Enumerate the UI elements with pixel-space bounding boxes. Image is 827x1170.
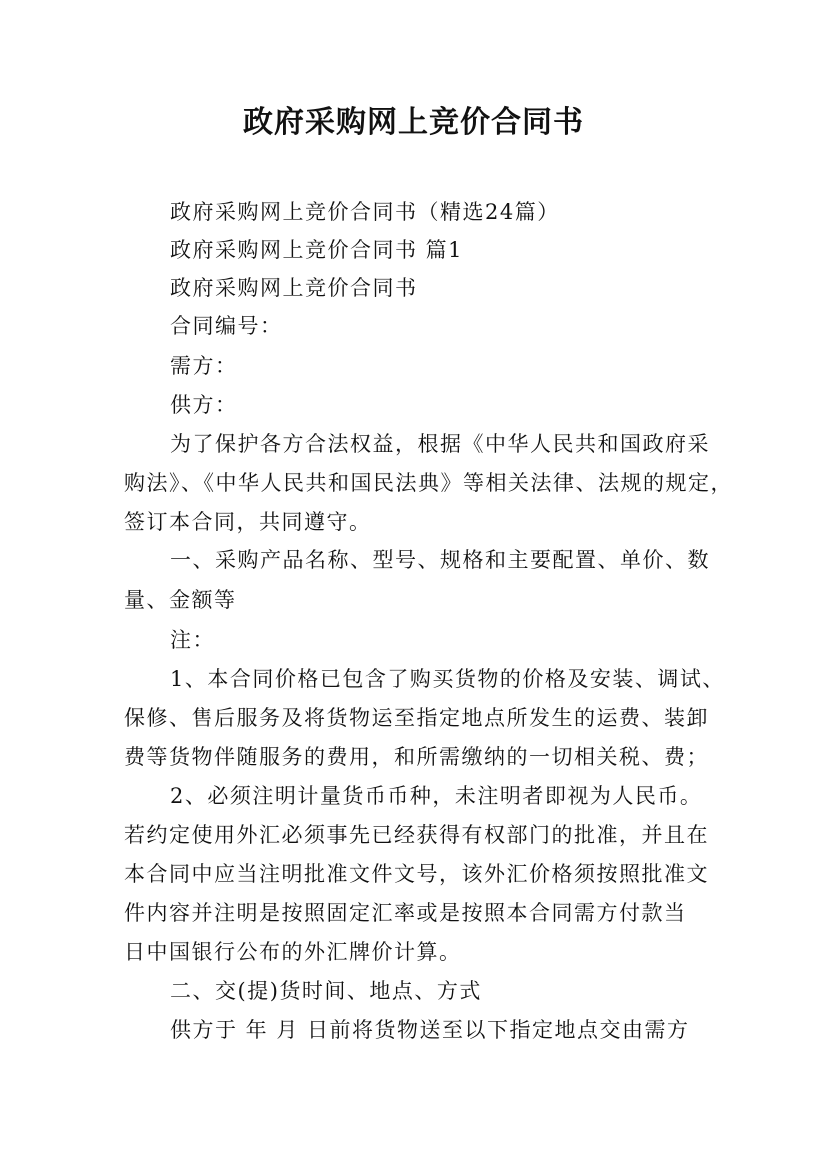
document-title: 政府采购网上竞价合同书 <box>243 105 584 140</box>
subtitle-line: 政府采购网上竞价合同书（精选24篇） <box>170 200 560 224</box>
clause-line: 一、采购产品名称、型号、规格和主要配置、单价、数 <box>170 548 710 572</box>
contract-number-line: 合同编号： <box>170 314 283 338</box>
supplier-line: 供方： <box>170 393 238 417</box>
paragraph-line: 签订本合同，共同遵守。 <box>124 510 372 534</box>
note-line: 2、必须注明计量货币币种，未注明者即视为人民币。 <box>170 784 703 808</box>
note-line: 1、本合同价格已包含了购买货物的价格及安装、调试、 <box>170 667 725 691</box>
note-label-line: 注： <box>170 628 215 652</box>
note-line: 若约定使用外汇必须事先已经获得有权部门的批准，并且在 <box>124 823 709 847</box>
note-line: 日中国银行公布的外汇牌价计算。 <box>124 940 462 964</box>
note-line: 费等货物伴随服务的费用，和所需缴纳的一切相关税、费； <box>124 745 709 769</box>
note-line: 本合同中应当注明批准文件文号，该外汇价格须按照批准文 <box>124 862 709 886</box>
note-line: 件内容并注明是按照固定汇率或是按照本合同需方付款当 <box>124 901 687 925</box>
buyer-line: 需方： <box>170 354 238 378</box>
paragraph-line: 购法》、《中华人民共和国民法典》等相关法律、法规的规定， <box>124 471 733 495</box>
clause-line: 供方于 年 月 日前将货物送至以下指定地点交由需方 <box>170 1018 690 1042</box>
contract-title-line: 政府采购网上竞价合同书 <box>170 276 418 300</box>
paragraph-line: 为了保护各方合法权益，根据《中华人民共和国政府采 <box>170 432 710 456</box>
clause-line: 二、交(提)货时间、地点、方式 <box>170 979 482 1003</box>
note-line: 保修、售后服务及将货物运至指定地点所发生的运费、装卸 <box>124 706 709 730</box>
section-heading-line: 政府采购网上竞价合同书 篇1 <box>170 238 464 262</box>
clause-line: 量、金额等 <box>124 588 237 612</box>
